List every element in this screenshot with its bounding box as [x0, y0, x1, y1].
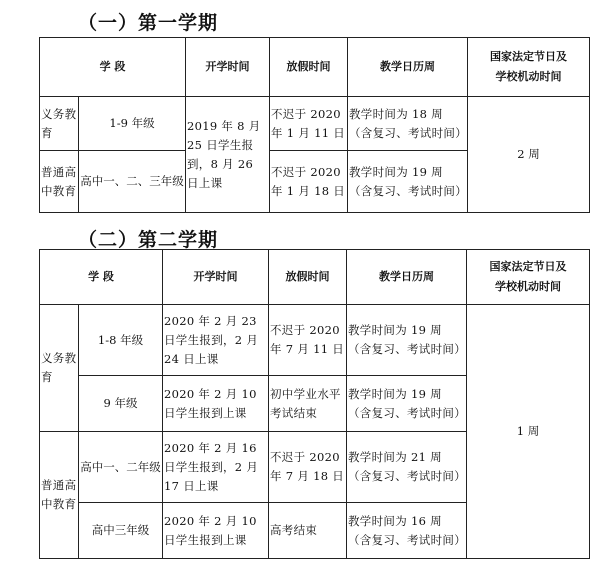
start-cell: 2019 年 8 月 25 日学生报到，8 月 26 日上课: [186, 97, 270, 213]
group-compulsory: 义务教育: [40, 305, 79, 432]
header-start: 开学时间: [163, 250, 269, 305]
header-national: [467, 250, 590, 305]
holiday-cell: 不迟于 2020 年 1 月 18 日: [270, 151, 348, 213]
header-national-line1: 国家法定节日及: [490, 50, 567, 63]
header-stage: 学 段: [40, 38, 186, 97]
weeks-cell: 教学时间为 19 周（含复习、考试时间）: [347, 305, 467, 376]
holiday-cell: 不迟于 2020 年 1 月 11 日: [270, 97, 348, 151]
weeks-cell: 教学时间为 18 周（含复习、考试时间）: [348, 97, 468, 151]
weeks-cell: 教学时间为 16 周（含复习、考试时间）: [347, 503, 467, 559]
holiday-cell: 不迟于 2020 年 7 月 18 日: [269, 432, 347, 503]
table-row: [40, 305, 590, 376]
weeks-cell: 教学时间为 21 周（含复习、考试时间）: [347, 432, 467, 503]
header-holiday: 放假时间: [269, 250, 347, 305]
header-holiday: 放假时间: [270, 38, 348, 97]
national-cell: 1 周: [467, 305, 590, 559]
national-cell: 2 周: [468, 97, 590, 213]
holiday-cell: 初中学业水平考试结束: [269, 376, 347, 432]
table-header-row: [40, 250, 590, 305]
start-cell: 2020 年 2 月 10 日学生报到上课: [163, 503, 269, 559]
semester1-table: [39, 37, 590, 213]
header-stage: 学 段: [40, 250, 163, 305]
table-row: [40, 97, 590, 151]
grade-cell: 高中一、二年级: [79, 432, 163, 503]
grade-cell: 9 年级: [79, 376, 163, 432]
header-weeks: 教学日历周: [348, 38, 468, 97]
grade-cell: 1-8 年级: [79, 305, 163, 376]
holiday-cell: 不迟于 2020 年 7 月 11 日: [269, 305, 347, 376]
group-compulsory: 义务教育: [40, 97, 79, 151]
holiday-cell: 高考结束: [269, 503, 347, 559]
group-senior-high: 普通高中教育: [40, 151, 79, 213]
header-national-line1: 国家法定节日及: [489, 260, 567, 273]
header-national-line2: 学校机动时间: [495, 280, 561, 293]
grade-cell: 高中一、二、三年级: [79, 151, 186, 213]
start-cell: 2020 年 2 月 16 日学生报到，2 月 17 日上课: [163, 432, 269, 503]
section2-heading: （二）第二学期: [78, 229, 219, 251]
weeks-cell: 教学时间为 19 周（含复习、考试时间）: [347, 376, 467, 432]
header-start: 开学时间: [186, 38, 270, 97]
group-senior-high: 普通高中教育: [40, 432, 79, 559]
start-cell: 2020 年 2 月 10 日学生报到上课: [163, 376, 269, 432]
header-national: [468, 38, 590, 97]
grade-cell: 1-9 年级: [79, 97, 186, 151]
table-header-row: [40, 38, 590, 97]
grade-cell: 高中三年级: [79, 503, 163, 559]
weeks-cell: 教学时间为 19 周（含复习、考试时间）: [348, 151, 468, 213]
header-weeks: 教学日历周: [347, 250, 467, 305]
semester2-table: [39, 249, 590, 559]
start-cell: 2020 年 2 月 23 日学生报到，2 月 24 日上课: [163, 305, 269, 376]
section1-heading: （一）第一学期: [78, 12, 219, 34]
header-national-line2: 学校机动时间: [495, 70, 562, 83]
